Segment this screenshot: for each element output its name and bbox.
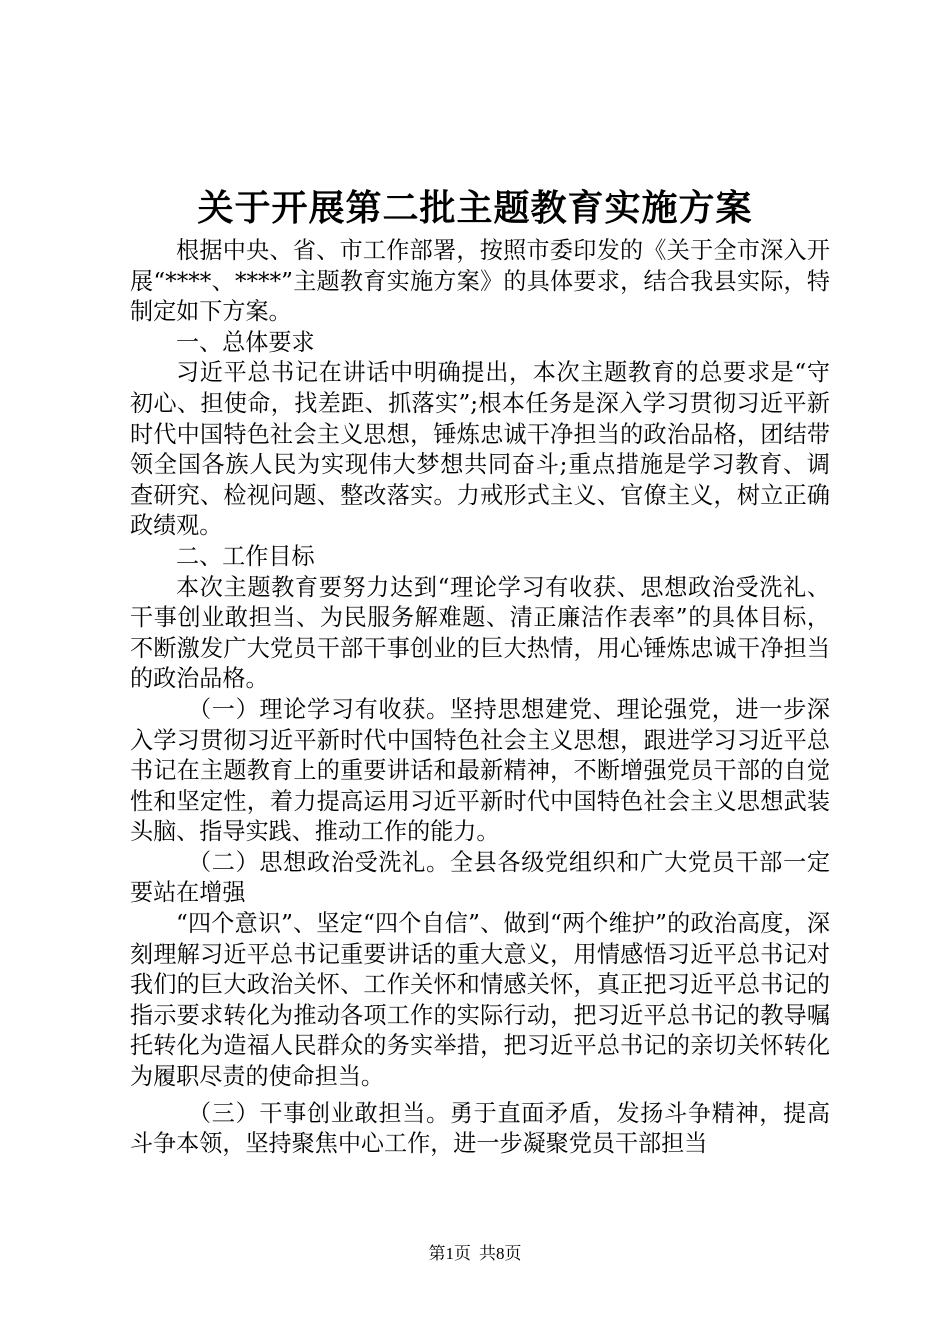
paragraph-goal-three: （三）干事创业敢担当。勇于直面矛盾，发扬斗争精神，提高斗争本领，坚持聚焦中心工作，进一步凝聚党员干部担当 [130, 1100, 830, 1158]
paragraph-goal-one: （一）理论学习有收获。坚持思想建党、理论强党，进一步深入学习贯彻习近平新时代中国特色社会主义思想，跟进学习习近平总书记在主题教育上的重要讲话和最新精神，不断增强党员干部的自觉性和坚定性，着力提高运用习近平新时代中国特色社会主义思想武装头脑、指导实践、推动工作的能力。 [130, 696, 830, 846]
section-heading-overall-requirements: 一、总体要求 [176, 329, 315, 356]
document-body [130, 236, 830, 1160]
page-number: 第1页 [428, 1244, 471, 1263]
page-footer [0, 1243, 950, 1265]
section-heading-work-goals: 二、工作目标 [176, 543, 315, 570]
paragraph-goal-two-continued: “四个意识”、坚定“四个自信”、做到“两个维护”的政治高度，深刻理解习近平总书记重要讲话的重大意义，用情感悟习近平总书记对我们的巨大政治关怀、工作关怀和情感关怀，真正把习近平总书记的指示要求转化为推动各项工作的实际行动，把习近平总书记的教导嘱托转化为造福人民群众的务实举措，把习近平总书记的亲切关怀转化为履职尽责的使命担当。 [130, 911, 830, 1091]
document-title: 关于开展第二批主题教育实施方案 [197, 188, 753, 229]
paragraph-overall-requirements: 习近平总书记在讲话中明确提出，本次主题教育的总要求是“守初心、担使命，找差距、抓落实”;根本任务是深入学习贯彻习近平新时代中国特色社会主义思想，锤炼忠诚干净担当的政治品格，团结带领全国各族人民为实现伟大梦想共同奋斗;重点措施是学习教育、调查研究、检视问题、整改落实。力戒形式主义、官僚主义，树立正确政绩观。 [130, 360, 830, 540]
paragraph-goal-two: （二）思想政治受洗礼。全县各级党组织和广大党员干部一定要站在增强 [130, 849, 830, 907]
page-total: 共8页 [479, 1244, 522, 1263]
paragraph-intro: 根据中央、省、市工作部署，按照市委印发的《关于全市深入开展“****、****”主题教育实施方案》的具体要求，结合我县实际，特制定如下方案。 [130, 238, 830, 326]
paragraph-work-goals: 本次主题教育要努力达到“理论学习有收获、思想政治受洗礼、干事创业敢担当、为民服务解难题、清正廉洁作表率”的具体目标，不断激发广大党员干部干事创业的巨大热情，用心锤炼忠诚干净担当的政治品格。 [130, 574, 830, 693]
